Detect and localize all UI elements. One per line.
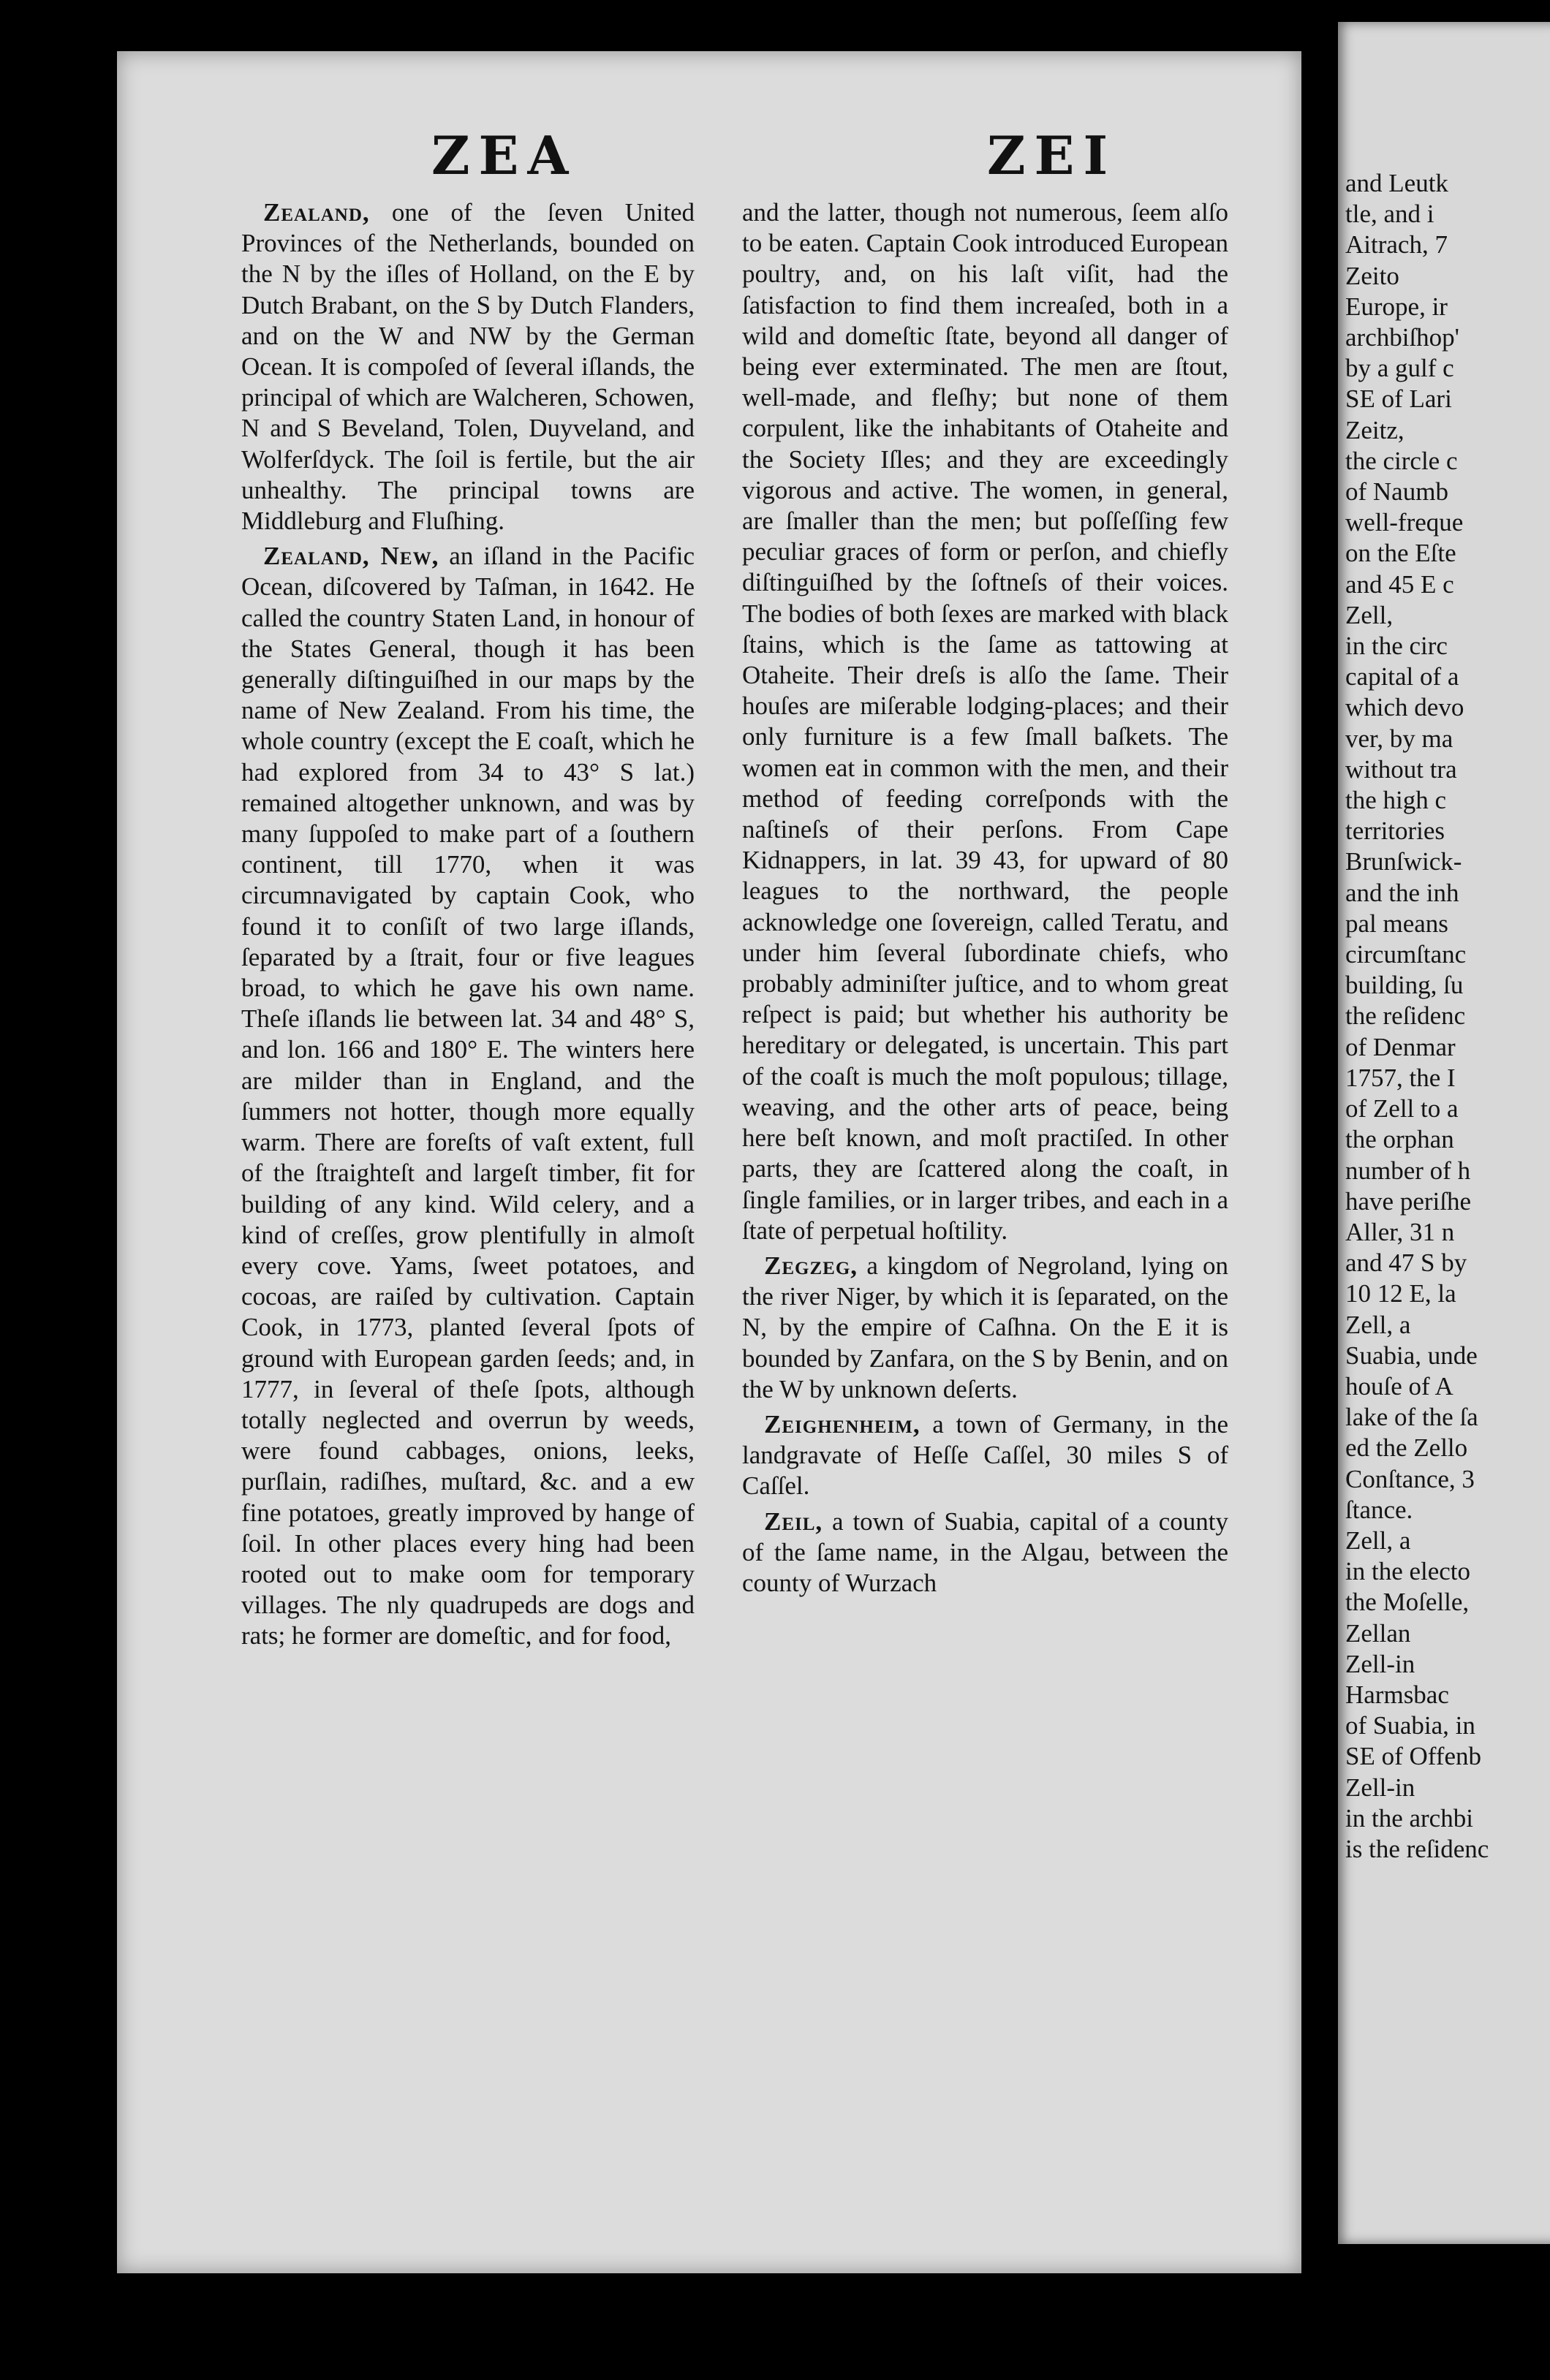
text-line: of Naumb	[1345, 477, 1448, 507]
entry-zegzeg	[742, 1251, 1228, 1405]
running-head-right: ZEI	[987, 124, 1117, 186]
text-line: number of h	[1345, 1156, 1471, 1185]
text-line: territories	[1345, 816, 1445, 846]
entry-text: an iſland in the Pacific Ocean, diſcovered by Taſman, in 1642. He called the country Staten Land, in honour of the States General, though it has been generally diſtinguiſhed in our maps by the name of New Zealand. From his time, the whole country (except the E coaſt, which he had explored from 34 to 43° S lat.) remained altogether unknown, and was by many ſuppoſed to make part of a ſouthern continent, till 1770, when it was circumnavigated by captain Cook, who found it to conſiſt of two large iſlands, ſeparated by a ſtrait, four or five leagues broad, to which he gave his own name. Theſe iſlands lie between lat. 34 and 48° S, and lon. 166 and 180° E. The winters here are milder than in England, and the ſummers not hotter, though more equally warm. There are foreſts of vaſt extent, full of the ſtraighteſt and largeſt timber, fit for building of any kind. Wild celery, and a kind of creſſes, grow plentifully in almoſt every cove. Yams, ſweet potatoes, and cocoas, are raiſed by cultivation. Captain Cook, in 1773, planted ſeveral ſpots of ground with European garden ſeeds; and, in 1777, in ſeveral of theſe ſpots, although totally neglected and overrun by weeds, were found cabbages, onions, leeks, purſlain, radiſhes, muſtard, &c. and a ew fine potatoes, greatly improved by hange of ſoil. In other places every hing had been rooted out to make oom for temporary villages. The nly quadrupeds are dogs and rats; he former are domeſtic, and for food,	[241, 542, 695, 1651]
entry-text: a town of Germany, in the landgravate of Heſſe Caſſel, 30 miles S of Caſſel.	[742, 1409, 1228, 1501]
text-line: Suabia, unde	[1345, 1341, 1478, 1370]
text-line: the circle c	[1345, 446, 1458, 475]
text-line: tle, and i	[1345, 200, 1434, 229]
text-line: Zell, a	[1345, 1526, 1411, 1555]
text-line: in the electo	[1345, 1557, 1471, 1586]
text-line: and Leutk	[1345, 169, 1448, 197]
text-line: Harmsbac	[1345, 1680, 1449, 1709]
text-line: without tra	[1345, 754, 1457, 784]
text-line: of Denmar	[1345, 1032, 1456, 1061]
text-line: SE of Lari	[1345, 384, 1452, 414]
entry-text: a town of Suabia, capital of a county of the ſame name, in the Algau, between the county of Wurzach	[742, 1507, 1228, 1597]
text-line: in the circ	[1345, 632, 1448, 661]
text-line: of Zell to a	[1345, 1094, 1459, 1123]
entry-term: Zealand,	[263, 198, 370, 227]
right-page-fragment	[1338, 22, 1550, 2244]
text-line: in the archbi	[1345, 1803, 1473, 1833]
text-line: by a gulf c	[1345, 354, 1454, 383]
running-head-left: ZEA	[431, 124, 578, 186]
text-line: pal means	[1345, 909, 1448, 938]
text-line: ver, by ma	[1345, 724, 1453, 753]
entry-continuation: and the latter, though not numerous, ſeem alſo to be eaten. Captain Cook introduced European poultry, and, on his laſt viſit, had the ſatisfaction to find them increaſed, both in a wild and domeſtic ſtate, beyond all danger of being ever exterminated. The men are ſtout, well-made, and fleſhy; but none of them corpulent, like the inhabitants of Otaheite and the Society Iſles; and they are exceedingly vigorous and active. The women, in general, are ſmaller than the men; but poſſeſſing few peculiar graces of form or perſon, and chiefly diſtinguiſhed by the ſoftneſs of their voices. The bodies of both ſexes are marked with black ſtains, which is the ſame as tattowing at Otaheite. Their dreſs is alſo the ſame. Their houſes are miſerable lodging-places; and their only furniture is a few ſmall baſkets. The women eat in common with the men, and their method of feeding correſponds with the naſtineſs of their perſons. From Cape Kidnappers, in lat. 39 43, for upward of 80 leagues to the northward, the people acknowledge one ſovereign, called Teratu, and under him ſeveral ſubordinate chiefs, who probably adminiſter juſtice, and to whom great reſpect is paid; but whether his authority be hereditary or delegated, is uncertain. This part of the coaſt is much the moſt populous; tillage, weaving, and the other arts of peace, being here beſt known, and moſt practiſed. In other parts, they are ſcattered along the coaſt, in ſingle families, or in larger tribes, and each in a ſtate of perpetual hoſtility.	[742, 198, 1228, 1245]
text-line: Brunſwick-	[1345, 847, 1462, 876]
text-line: building, ſu	[1345, 971, 1464, 1000]
entry-term: Zealand, New,	[263, 542, 439, 571]
text-line: Zell-in	[1345, 1649, 1415, 1678]
text-column-second	[742, 197, 1228, 1603]
text-line: of Suabia, in	[1345, 1711, 1475, 1740]
text-line: which devo	[1345, 693, 1464, 722]
text-line: Aller, 31 n	[1345, 1217, 1455, 1246]
text-line: Zeitz,	[1345, 415, 1405, 444]
text-line: and 47 S by	[1345, 1248, 1467, 1278]
text-line: Zell-in	[1345, 1773, 1415, 1802]
text-line: is the reſidenc	[1345, 1834, 1489, 1863]
text-line: and 45 E c	[1345, 569, 1454, 599]
text-line: Aitrach, 7	[1345, 230, 1448, 259]
text-line: Conſtance, 3	[1345, 1464, 1475, 1493]
text-line: well-freque	[1345, 508, 1464, 537]
text-line: lake of the ſa	[1345, 1403, 1478, 1432]
entry-zeighenheim	[742, 1409, 1228, 1502]
text-line: have periſhe	[1345, 1186, 1471, 1216]
text-line: ed the Zello	[1345, 1433, 1468, 1463]
text-line: circumſtanc	[1345, 940, 1467, 969]
text-line: capital of a	[1345, 662, 1459, 691]
text-line: Europe, ir	[1345, 292, 1448, 321]
text-line: archbiſhop'	[1345, 323, 1459, 352]
entry-term: Zegzeg,	[764, 1251, 858, 1280]
entry-zeil	[742, 1507, 1228, 1599]
text-line: Zeito	[1345, 261, 1399, 290]
text-line: SE of Offenb	[1345, 1742, 1481, 1771]
text-column-third	[1345, 168, 1550, 1865]
text-line: 10 12 E, la	[1345, 1279, 1456, 1308]
text-line: on the Eſte	[1345, 539, 1456, 568]
text-line: the orphan	[1345, 1125, 1454, 1154]
entry-zealand	[241, 197, 695, 537]
text-line: Zell,	[1345, 600, 1394, 629]
text-line: the reſidenc	[1345, 1001, 1466, 1031]
text-line: the Moſelle,	[1345, 1588, 1470, 1617]
text-line: 1757, the I	[1345, 1063, 1456, 1092]
entry-term: Zeighenheim,	[764, 1409, 920, 1439]
entry-text: a kingdom of Negroland, lying on the river Niger, by which it is ſeparated, on the N, by the empire of Caſhna. On the E it is bounded by Zanfara, on the S by Benin, and on the W by unknown deſerts.	[742, 1251, 1228, 1403]
entry-zealand-new	[241, 541, 695, 1651]
text-line: ſtance.	[1345, 1495, 1413, 1524]
text-line: the high c	[1345, 786, 1447, 815]
text-column-first	[241, 197, 695, 1656]
entry-term: Zeil,	[764, 1507, 823, 1536]
text-line: and the inh	[1345, 878, 1459, 907]
entry-text: one of the ſeven United Provinces of the Netherlands, bounded on the N by the iſles of Holland, on the E by Dutch Brabant, on the S by Dutch Flanders, and on the W and NW by the German Ocean. It is compoſed of ſeveral iſlands, the principal of which are Walcheren, Schowen, N and S Beveland, Tolen, Duyveland, and Wolferſdyck. The ſoil is fertile, but the air unhealthy. The principal towns are Middleburg and Fluſhing.	[241, 198, 695, 536]
text-line: Zellan	[1345, 1618, 1411, 1648]
text-line: houſe of A	[1345, 1371, 1453, 1401]
text-line: Zell, a	[1345, 1310, 1411, 1339]
left-page	[117, 51, 1301, 2273]
